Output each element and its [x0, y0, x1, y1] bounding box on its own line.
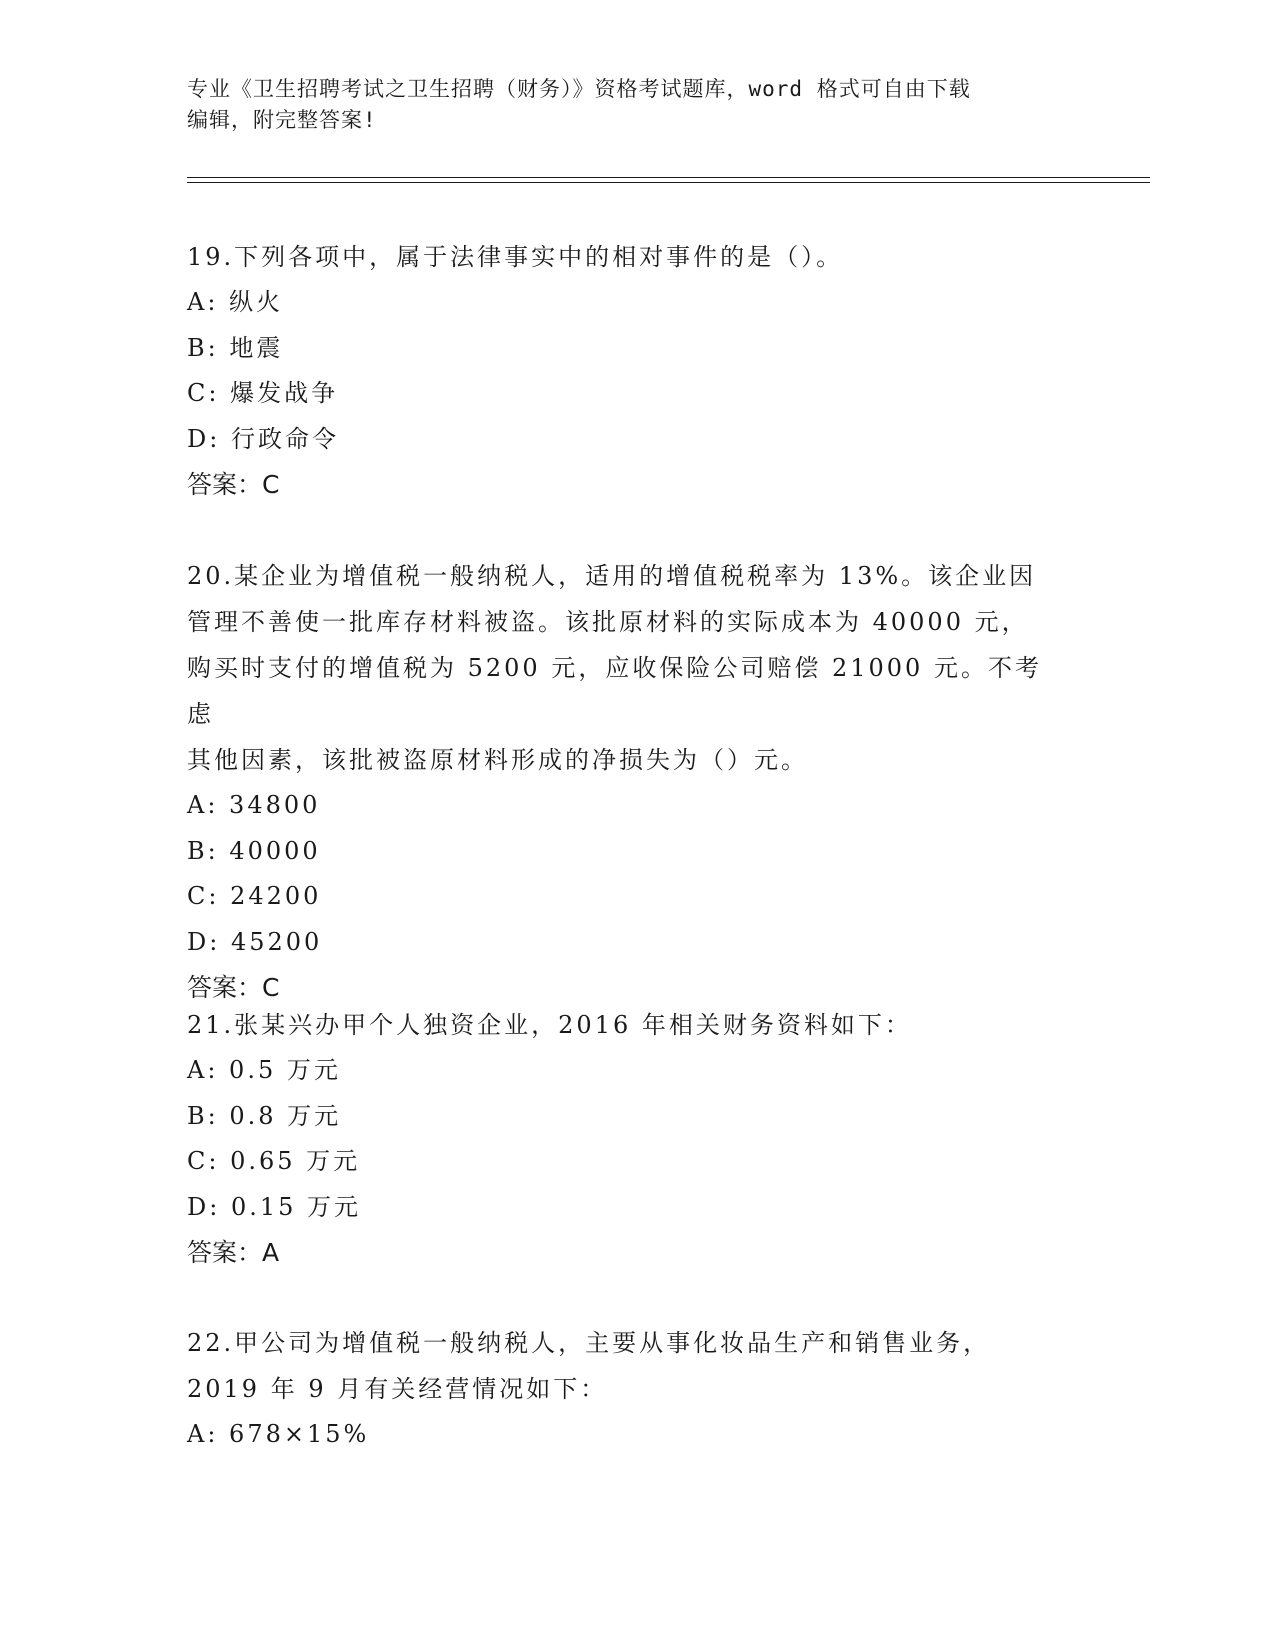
option-a: A: 0.5 万元: [187, 1056, 341, 1084]
question-stem: [187, 553, 1067, 783]
answer: 答案：C: [187, 973, 280, 1003]
question-19: [187, 234, 1067, 508]
stem-line: 购买时支付的增值税为 5200 元，应收保险公司赔偿 21000 元。不考虑: [187, 654, 1042, 728]
header-line-2: 编辑，附完整答案!: [187, 108, 377, 132]
header-divider-top: [187, 177, 1150, 178]
option-b: B: 40000: [187, 836, 321, 865]
option-b: B: 地震: [187, 333, 284, 362]
answer: 答案：A: [187, 1238, 280, 1268]
question-22: [187, 1320, 1067, 1458]
option-b: B: 0.8 万元: [187, 1101, 342, 1130]
option-d: D: 行政命令: [187, 424, 339, 453]
question-20: [187, 553, 1067, 1011]
answer: 答案：C: [187, 470, 280, 500]
stem-line: 21.张某兴办甲个人独资企业，2016 年相关财务资料如下：: [187, 1011, 912, 1039]
option-c: C: 24200: [187, 882, 322, 911]
stem-line: 20.某企业为增值税一般纳税人，适用的增值税税率为 13%。该企业因: [187, 562, 1037, 590]
stem-line: 19.下列各项中，属于法律事实中的相对事件的是（）。: [187, 243, 844, 271]
option-d: D: 45200: [187, 927, 323, 956]
header-line-1: 专业《卫生招聘考试之卫生招聘（财务）》资格考试题库，word 格式可自由下载: [187, 77, 971, 101]
stem-line: 2019 年 9 月有关经营情况如下：: [187, 1375, 608, 1403]
option-c: C: 0.65 万元: [187, 1147, 361, 1176]
option-d: D: 0.15 万元: [187, 1192, 362, 1221]
option-a: A: 678×15%: [187, 1420, 370, 1448]
option-a: A: 34800: [187, 791, 321, 819]
question-stem: [187, 1002, 1067, 1048]
stem-line: 管理不善使一批库存材料被盗。该批原材料的实际成本为 40000 元，: [187, 608, 1029, 636]
stem-line: 其他因素，该批被盗原材料形成的净损失为（）元。: [187, 746, 808, 774]
option-a: A: 纵火: [187, 288, 284, 316]
stem-line: 22.甲公司为增值税一般纳税人，主要从事化妆品生产和销售业务，: [187, 1329, 991, 1357]
question-21: [187, 1002, 1067, 1276]
document-header: [187, 74, 1067, 136]
option-c: C: 爆发战争: [187, 379, 339, 408]
question-stem: [187, 234, 1067, 280]
header-divider-bottom: [187, 182, 1150, 183]
question-stem: [187, 1320, 1067, 1412]
